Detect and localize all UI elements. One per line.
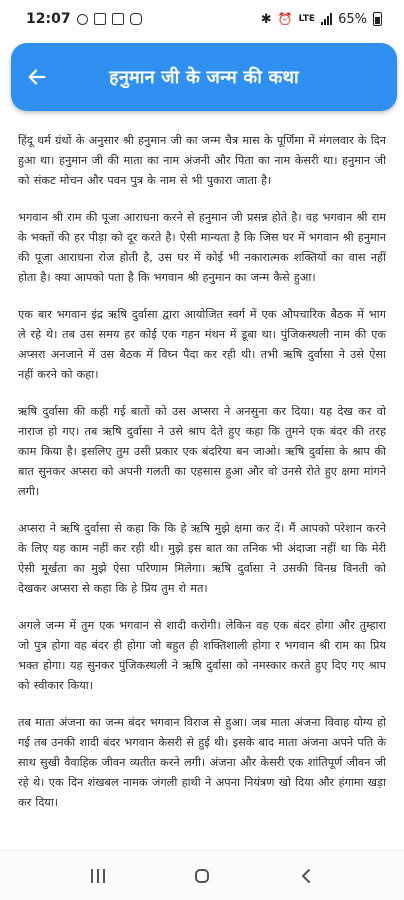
gallery-icon — [112, 13, 124, 25]
bluetooth-icon: ✱ — [260, 11, 272, 27]
paragraph-1: हिंदू धर्म ग्रंथों के अनुसार श्री हनुमान जी का जन्म चैत्र मास के पूर्णिमा में मंगलवार के दिन हुआ था। हनुमान जी की माता का नाम अंजनी और पिता का नाम केसरी था। हनुमान जी को संकट मोचन और पवन पुत्र के नाम से भी पुकारा जाता है। — [18, 134, 386, 187]
recents-button[interactable] — [78, 856, 118, 896]
system-nav-bar — [0, 850, 404, 900]
status-time: 12:07 — [26, 11, 71, 27]
notification-dot-icon — [77, 14, 88, 25]
back-chevron-icon — [299, 868, 313, 884]
signal-icon — [321, 13, 332, 25]
paragraph-3: एक बार भगवान इंद्र ऋषि दुर्वासा द्वारा आयोजित स्वर्ग में एक औपचारिक बैठक में भाग ले रहे थे। तब उस समय हर कोई एक गहन मंथन में डूबा था। पुंजिकस्थली नाम की एक अप्सरा अनजाने में उस बैठक में विघ्न पैदा कर रही थी। तभी ऋषि दुर्वासा ने उसे ऐसा नहीं करने को कहा। — [18, 308, 386, 381]
message-icon — [94, 13, 106, 25]
recents-icon — [91, 869, 105, 883]
story-content[interactable] — [18, 131, 386, 846]
back-button[interactable] — [11, 43, 63, 111]
home-icon — [195, 869, 209, 883]
status-right — [261, 12, 382, 27]
app-header — [11, 43, 397, 111]
status-bar — [0, 0, 404, 38]
page-title: हनुमान जी के जन्म की कथा — [109, 67, 299, 88]
battery-icon — [373, 12, 382, 26]
instagram-icon — [130, 13, 142, 25]
arrow-left-icon — [26, 66, 48, 88]
battery-percentage: 65% — [338, 11, 367, 27]
paragraph-4: ऋषि दुर्वासा की कही गई बातों को उस अप्सरा ने अनसुना कर दिया। यह देख कर वो नाराज हो गए। तब ऋषि दुर्वासा ने उसे श्राप देते हुए कहा कि तुमने एक बंदर की तरह काम किया है। इसलिए तुम उसी प्रकार एक बंदरिया बन जाओ। ऋषि दुर्वासा के श्राप की बात सुनकर अप्सरा को अपनी गलती का एहसास हुआ और वो उनसे रोते हुए क्षमा मांगने लगी। — [18, 405, 386, 498]
alarm-icon: ⏰ — [277, 12, 293, 26]
home-button[interactable] — [182, 856, 222, 896]
status-left — [26, 11, 142, 27]
network-type: LTE — [298, 13, 316, 24]
paragraph-7: तब माता अंजना का जन्म बंदर भगवान विराज से हुआ। जब माता अंजना विवाह योग्य हो गई तब उनकी शादी बंदर भगवान केसरी से हुई थी। इसके बाद माता अंजना अपने पति के साथ सुखी वैवाहिक जीवन व्यतीत करने लगी। अंजना और केसरी एक शांतिपूर्ण जीवन जी रहे थे। एक दिन शंखबल नामक जंगली हाथी ने अपना नियंत्रण खो दिया और हंगामा खड़ा कर दिया। — [18, 716, 386, 809]
paragraph-5: अप्सरा ने ऋषि दुर्वासा से कहा कि कि हे ऋषि मुझे क्षमा कर दें। मैं आपको परेशान करने के लिए यह काम नहीं कर रही थी। मुझे इस बात का तनिक भी अंदाजा नहीं था कि मेरी ऐसी मूर्खता का मुझे ऐसा परिणाम मिलेगा। ऋषि दुर्वासा ने उसकी विनम्र विनती को देखकर अप्सरा से कहा कि हे प्रिय तुम रो मत। — [18, 522, 386, 595]
paragraph-2: भगवान श्री राम की पूजा आराधना करने से हनुमान जी प्रसन्न होते है। वह भगवान श्री राम के भक्तों की हर पीड़ा को दूर करते है। ऐसी मान्यता है कि जिस घर में भगवान श्री हनुमान की पूजा आराधना रोज होती है, उस घर में कोई भी नकारात्मक शक्तियों का वास नहीं होता है। क्या आपको पता है कि भगवान श्री हनुमान का जन्म कैसे हुआ। — [18, 211, 386, 284]
paragraph-6: अगले जन्म में तुम एक भगवान से शादी करोगी। लेकिन वह एक बंदर होगा और तुम्हारा जो पुत्र होगा वह बंदर ही होगा जो बहुत ही शक्तिशाली होगा र भगवान श्री राम का प्रिय भक्त होगा। यह सुनकर पुंजिकस्थली ने ऋषि दुर्वासा को नमस्कार करते हुए दिए गए श्राप को स्वीकार किया। — [18, 619, 386, 692]
system-back-button[interactable] — [286, 856, 326, 896]
